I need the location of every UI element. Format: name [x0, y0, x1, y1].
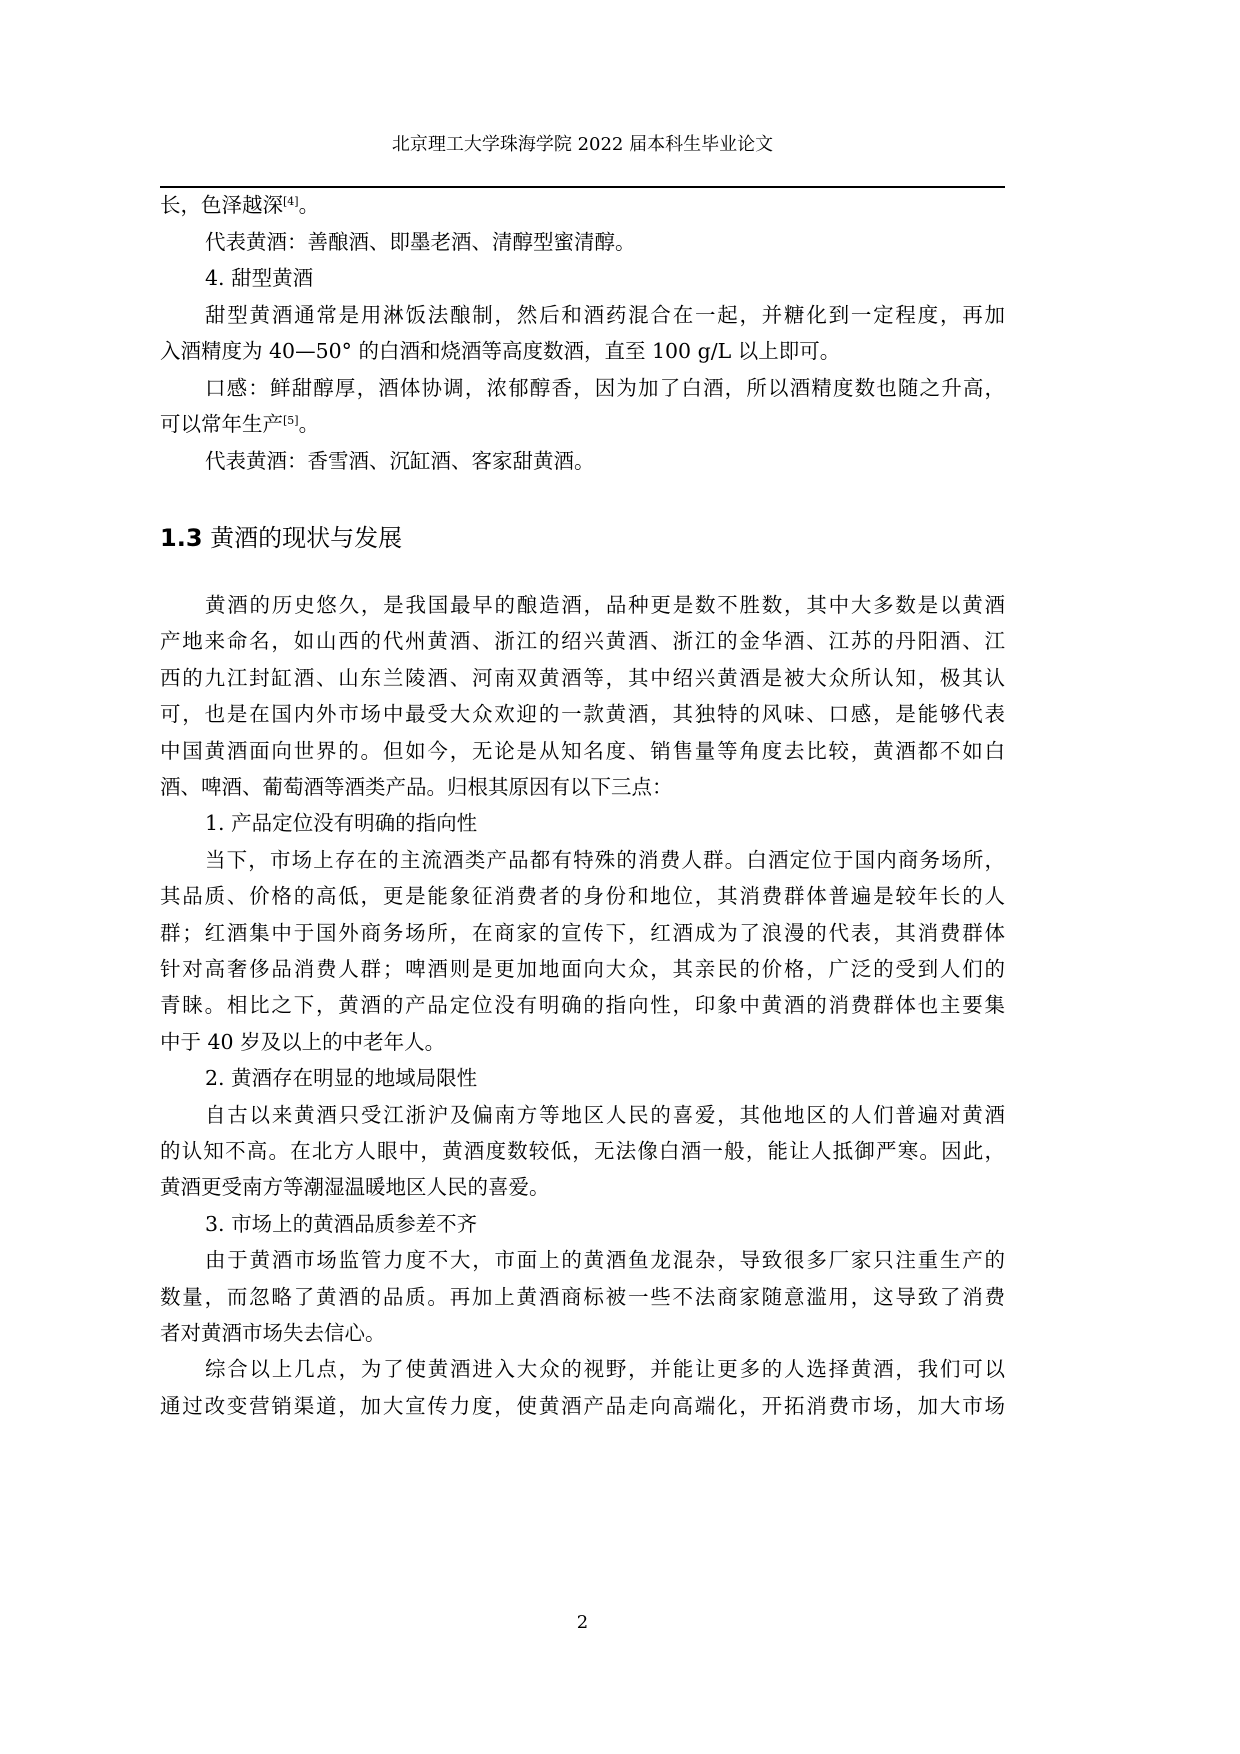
text-line	[160, 883, 1005, 909]
header-rule	[160, 186, 1005, 188]
text-line	[160, 1029, 1005, 1055]
text-line	[160, 1102, 1005, 1128]
text-line	[160, 1174, 1005, 1200]
section-heading	[160, 518, 402, 553]
running-header: 北京理工大学珠海学院 2022 届本科生毕业论文	[391, 134, 774, 155]
text-line	[160, 302, 1005, 328]
line-text: 自古以来黄酒只受江浙沪及偏南方等地区人民的喜爱，其他地区的人们普遍对黄酒	[205, 1102, 1005, 1127]
text-line	[160, 375, 1005, 401]
line-text: 可以常年生产	[160, 412, 283, 436]
line-text-tail: 。	[298, 193, 320, 217]
line-text: 中于 40 岁及以上的中老年人。	[160, 1029, 446, 1054]
line-text: 群；红酒集中于国外商务场所，在商家的宣传下，红酒成为了浪漫的代表，其消费群体	[160, 920, 1005, 945]
text-line	[160, 265, 1005, 291]
line-text: 4. 甜型黄酒	[205, 266, 314, 290]
line-text: 的认知不高。在北方人眼中，黄酒度数较低，无法像白酒一般，能让人抵御严寒。因此，	[160, 1139, 1005, 1163]
line-text: 代表黄酒：香雪酒、沉缸酒、客家甜黄酒。	[205, 448, 595, 473]
text-line	[160, 411, 1005, 437]
line-text: 酒、啤酒、葡萄酒等酒类产品。归根其原因有以下三点：	[160, 775, 673, 799]
line-text: 综合以上几点，为了使黄酒进入大众的视野，并能让更多的人选择黄酒，我们可以	[205, 1357, 1005, 1382]
text-line	[160, 738, 1005, 764]
citation-ref: [4]	[283, 195, 299, 208]
line-text: 通过改变营销渠道，加大宣传力度，使黄酒产品走向高端化，开拓消费市场，加大市场	[160, 1393, 1005, 1418]
line-text: 青睐。相比之下，黄酒的产品定位没有明确的指向性，印象中黄酒的消费群体也主要集	[160, 993, 1005, 1018]
line-text: 数量，而忽略了黄酒的品质。再加上黄酒商标被一些不法商家随意滥用，这导致了消费	[160, 1284, 1005, 1309]
line-text: 口感：鲜甜醇厚，酒体协调，浓郁醇香，因为加了白酒，所以酒精度数也随之升高，	[205, 375, 1005, 400]
text-line	[160, 1284, 1005, 1310]
line-text: 入酒精度为 40—50° 的白酒和烧酒等高度数酒，直至 100 g/L 以上即可。	[160, 339, 841, 363]
line-text: 黄酒更受南方等潮湿温暖地区人民的喜爱。	[160, 1175, 550, 1200]
line-text: 针对高奢侈品消费人群；啤酒则是更加地面向大众，其亲民的价格，广泛的受到人们的	[160, 957, 1005, 981]
line-text: 当下，市场上存在的主流酒类产品都有特殊的消费人群。白酒定位于国内商务场所，	[205, 847, 1005, 872]
text-line	[160, 665, 1005, 691]
text-line	[160, 774, 1005, 800]
line-text: 2. 黄酒存在明显的地域局限性	[205, 1066, 478, 1091]
text-line	[160, 1356, 1005, 1382]
line-text: 中国黄酒面向世界的。但如今，无论是从知名度、销售量等角度去比较，黄酒都不如白	[160, 738, 1005, 763]
line-text: 3. 市场上的黄酒品质参差不齐	[205, 1211, 478, 1236]
citation-ref: [5]	[283, 414, 299, 427]
section-number: 1.3	[160, 524, 203, 552]
line-text-tail: 。	[298, 412, 320, 436]
text-line	[160, 628, 1005, 654]
text-line	[160, 992, 1005, 1018]
line-text: 长，色泽越深	[160, 193, 283, 217]
text-line	[160, 338, 1005, 364]
text-line	[160, 1211, 1005, 1237]
text-line	[160, 1393, 1005, 1419]
text-line	[160, 1138, 1005, 1164]
line-text: 甜型黄酒通常是用淋饭法酿制，然后和酒药混合在一起，并糖化到一定程度，再加	[205, 302, 1005, 327]
line-text: 可，也是在国内外市场中最受大众欢迎的一款黄酒，其独特的风味、口感，是能够代表	[160, 702, 1005, 727]
text-line	[160, 448, 1005, 474]
text-line	[160, 1065, 1005, 1091]
text-line	[160, 701, 1005, 727]
line-text: 代表黄酒：善酿酒、即墨老酒、清醇型蜜清醇。	[205, 229, 636, 254]
text-line	[160, 920, 1005, 946]
line-text: 产地来命名，如山西的代州黄酒、浙江的绍兴黄酒、浙江的金华酒、江苏的丹阳酒、江	[160, 629, 1005, 654]
text-line	[160, 847, 1005, 873]
section-title: 黄酒的现状与发展	[210, 524, 403, 552]
line-text: 其品质、价格的高低，更是能象征消费者的身份和地位，其消费群体普遍是较年长的人	[160, 884, 1005, 909]
text-line	[160, 1247, 1005, 1273]
line-text: 者对黄酒市场失去信心。	[160, 1321, 386, 1345]
text-line	[160, 956, 1005, 982]
text-line	[160, 229, 1005, 255]
text-line	[160, 810, 1005, 836]
line-text: 黄酒的历史悠久，是我国最早的酿造酒，品种更是数不胜数，其中大多数是以黄酒	[205, 593, 1005, 617]
line-text: 1. 产品定位没有明确的指向性	[205, 811, 478, 836]
page-number: 2	[576, 1612, 589, 1633]
text-line	[160, 192, 1005, 218]
text-line	[160, 1320, 1005, 1346]
text-line	[160, 592, 1005, 618]
line-text: 由于黄酒市场监管力度不大，市面上的黄酒鱼龙混杂，导致很多厂家只注重生产的	[205, 1248, 1005, 1273]
line-text: 西的九江封缸酒、山东兰陵酒、河南双黄酒等，其中绍兴黄酒是被大众所认知，极其认	[160, 665, 1005, 690]
